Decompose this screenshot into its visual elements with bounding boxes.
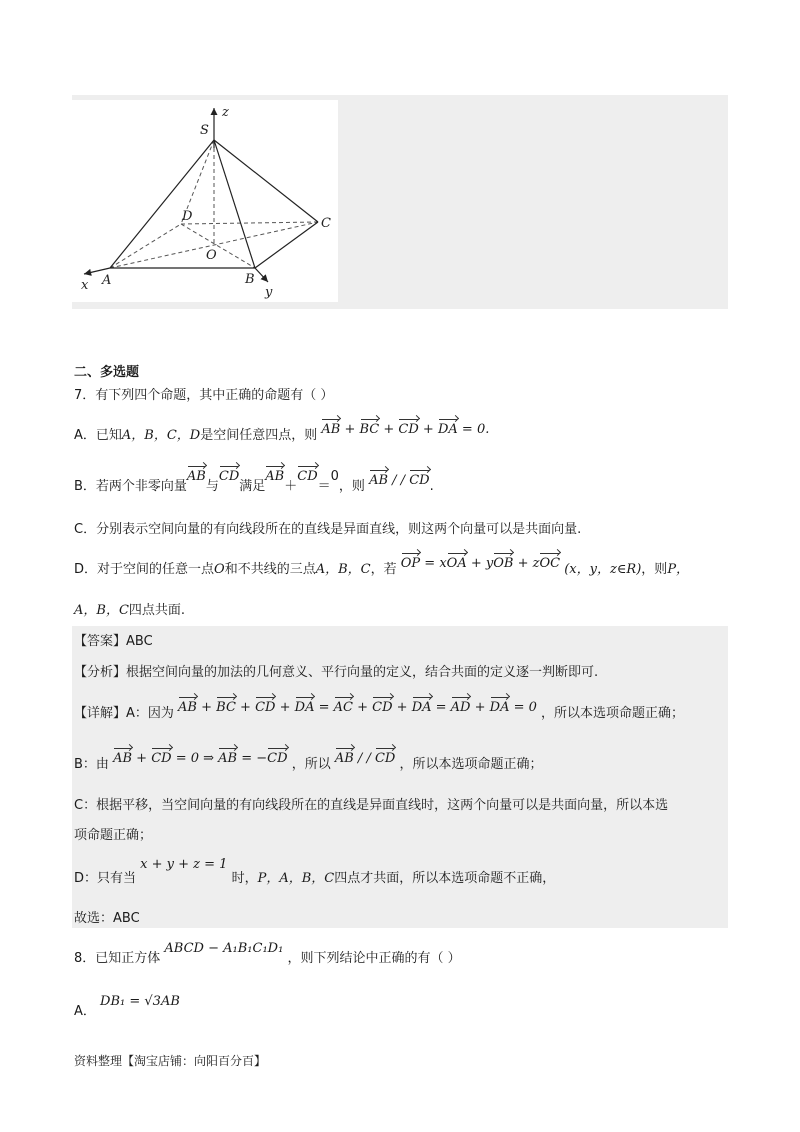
q7-a-formula: AB + BC + CD + DA = 0. (321, 422, 490, 437)
label-c: C (321, 216, 331, 231)
pyramid-diagram (72, 100, 338, 302)
label-y: y (265, 285, 273, 300)
final-answer: 故选：ABC (74, 911, 140, 926)
pyramid-figure (72, 100, 338, 302)
q7-option-b: B．若两个非零向量AB与CD满足AB＋CD＝0，则 AB / / CD. (74, 469, 434, 494)
label-b: B (245, 272, 255, 287)
detail-a: 【详解】A：因为 AB + BC + CD + DA = AC + CD + DA = AD + DA = 0 ，所以本选项命题正确； (74, 700, 685, 721)
q7-option-a: A．已知A，B，C，D是空间任意四点，则 AB + BC + CD + DA = 0. (74, 422, 490, 443)
q7-stem: 7．有下列四个命题，其中正确的命题有（ ） (74, 388, 334, 403)
q7-d-formula: OP = xOA + yOB + zOC (400, 556, 561, 571)
label-z: z (222, 105, 229, 120)
analysis-text: 【分析】根据空间向量的加法的几何意义、平行向量的定义，结合共面的定义逐一判断即可. (74, 665, 599, 680)
q7-option-c: C．分别表示空间向量的有向线段所在的直线是异面直线，则这两个向量可以是共面向量. (74, 522, 582, 537)
label-s: S (200, 123, 209, 138)
cube-name: ABCD − A₁B₁C₁D₁ (164, 941, 284, 956)
q7-option-d-line2: A，B，C四点共面. (74, 603, 186, 618)
detail-d: D：只有当 x + y + z = 1 时，P，A，B，C四点才共面，所以本选项命题不正确， (74, 857, 556, 886)
detail-b: B：由 AB + CD = 0 ⇒ AB = −CD ，所以 AB / / CD ，所以本选项命题正确； (74, 751, 543, 772)
label-a: A (102, 273, 112, 288)
detail-a-formula: AB + BC + CD + DA = AC + CD + DA = AD + DA = 0 (178, 700, 537, 715)
y-axis (255, 268, 268, 282)
q8-a-formula: DB₁ = √3AB (100, 994, 180, 1009)
section-title: 二、多选题 (74, 365, 140, 380)
label-d: D (182, 209, 193, 224)
answer-label: 【答案】ABC (74, 634, 153, 649)
footer-text: 资料整理【淘宝店铺：向阳百分百】 (74, 1054, 267, 1068)
q8-option-a: A． DB₁ = √3AB (74, 994, 180, 1019)
detail-c-line1: C：根据平移，当空间向量的有向线段所在的直线是异面直线时，这两个向量可以是共面向量，所以本选 (74, 798, 669, 813)
detail-c-line2: 项命题正确； (74, 828, 153, 843)
q7-option-d: D．对于空间的任意一点O和不共线的三点A，B，C，若 OP = xOA + yOB + zOC (x，y，z∈R)，则P， (74, 556, 690, 577)
detail-b-formula: AB + CD = 0 ⇒ AB = −CD (113, 751, 288, 766)
label-x: x (81, 278, 89, 293)
q8-stem: 8．已知正方体 ABCD − A₁B₁C₁D₁ ，则下列结论中正确的有（ ） (74, 941, 461, 966)
label-o: O (206, 248, 217, 263)
